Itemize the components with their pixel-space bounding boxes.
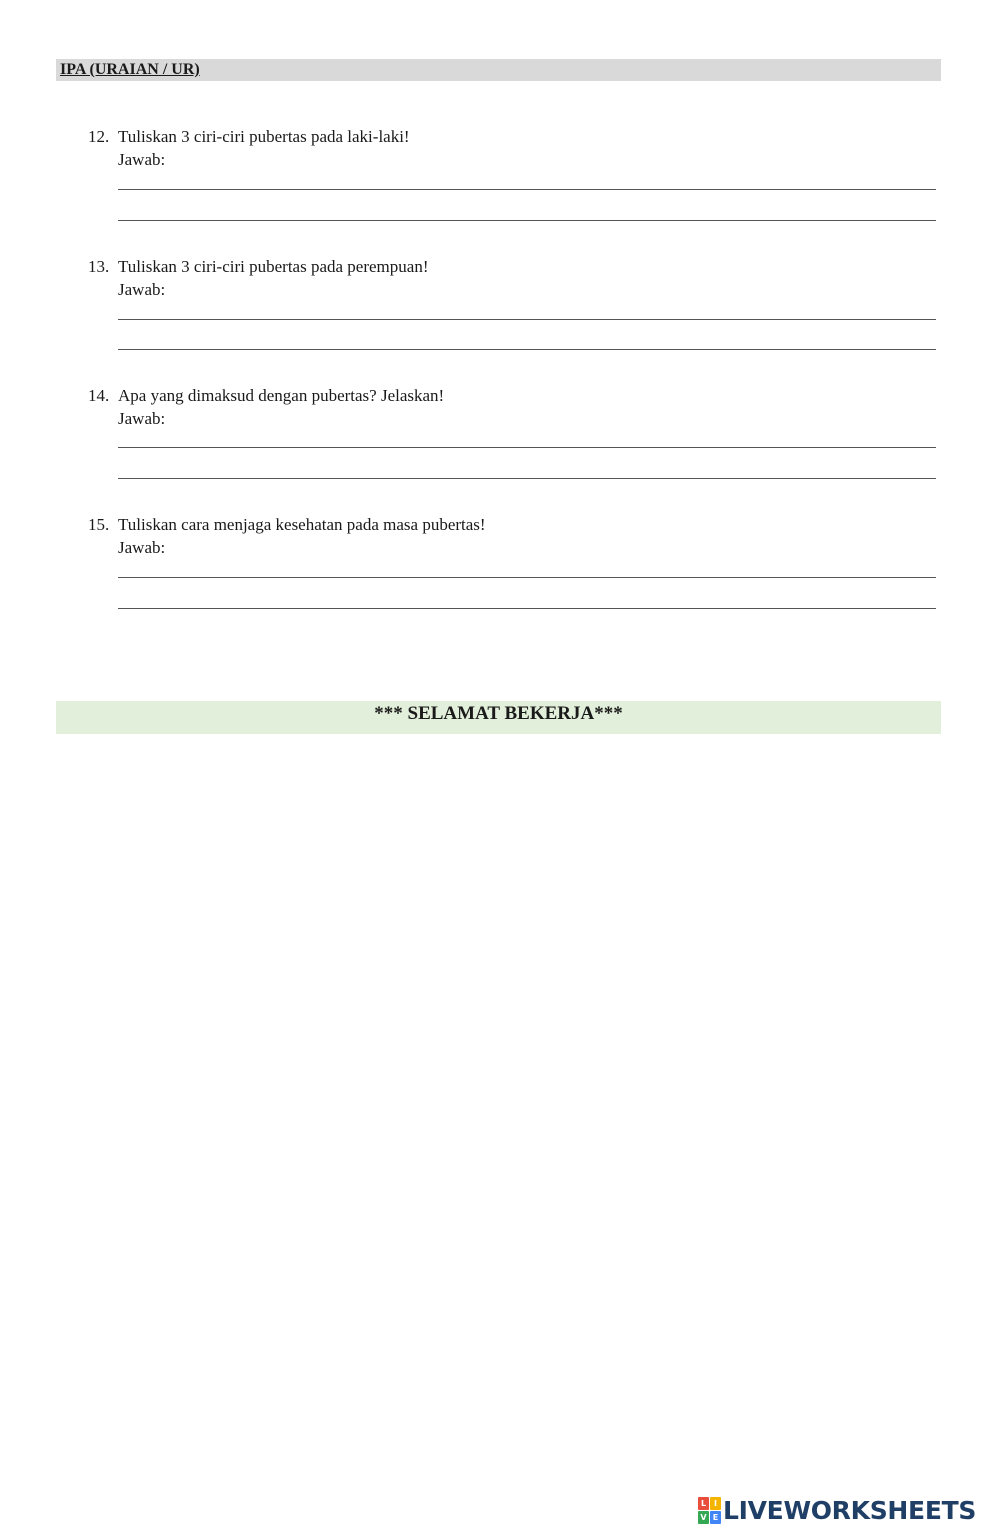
brand-name: LIVEWORKSHEETS <box>723 1495 977 1525</box>
question-text: Tuliskan 3 ciri-ciri pubertas pada perempuan! <box>118 257 429 276</box>
question-text: Tuliskan cara menjaga kesehatan pada masa pubertas! <box>118 515 486 534</box>
icon-letter-v: V <box>698 1511 709 1524</box>
section-header <box>56 59 941 81</box>
answer-label: Jawab: <box>118 280 166 299</box>
answer-line-2[interactable] <box>118 478 936 479</box>
question-15 <box>88 513 948 559</box>
live-blocks-icon <box>698 1497 720 1523</box>
icon-letter-l: L <box>698 1497 709 1510</box>
icon-letter-e: E <box>710 1511 721 1524</box>
question-text: Apa yang dimaksud dengan pubertas? Jelaskan! <box>118 386 445 405</box>
answer-line-2[interactable] <box>118 608 936 609</box>
question-13 <box>88 255 948 301</box>
question-number: 12. <box>88 127 110 146</box>
answer-line-1[interactable] <box>118 447 936 448</box>
section-title: IPA (URAIAN / UR) <box>60 61 200 78</box>
answer-line-1[interactable] <box>118 319 936 320</box>
question-number: 14. <box>88 386 110 405</box>
answer-label: Jawab: <box>118 409 166 428</box>
answer-line-2[interactable] <box>118 349 936 350</box>
closing-banner <box>56 701 941 734</box>
question-number: 15. <box>88 515 110 534</box>
answer-label: Jawab: <box>118 538 166 557</box>
answer-line-1[interactable] <box>118 577 936 578</box>
question-12 <box>88 125 948 171</box>
answer-label: Jawab: <box>118 150 166 169</box>
icon-letter-i: I <box>710 1497 721 1510</box>
closing-text: *** SELAMAT BEKERJA*** <box>374 703 623 724</box>
liveworksheets-logo[interactable] <box>698 1494 976 1526</box>
question-14 <box>88 384 948 430</box>
answer-line-2[interactable] <box>118 220 936 221</box>
question-number: 13. <box>88 257 110 276</box>
question-text: Tuliskan 3 ciri-ciri pubertas pada laki-laki! <box>118 127 410 146</box>
answer-line-1[interactable] <box>118 189 936 190</box>
